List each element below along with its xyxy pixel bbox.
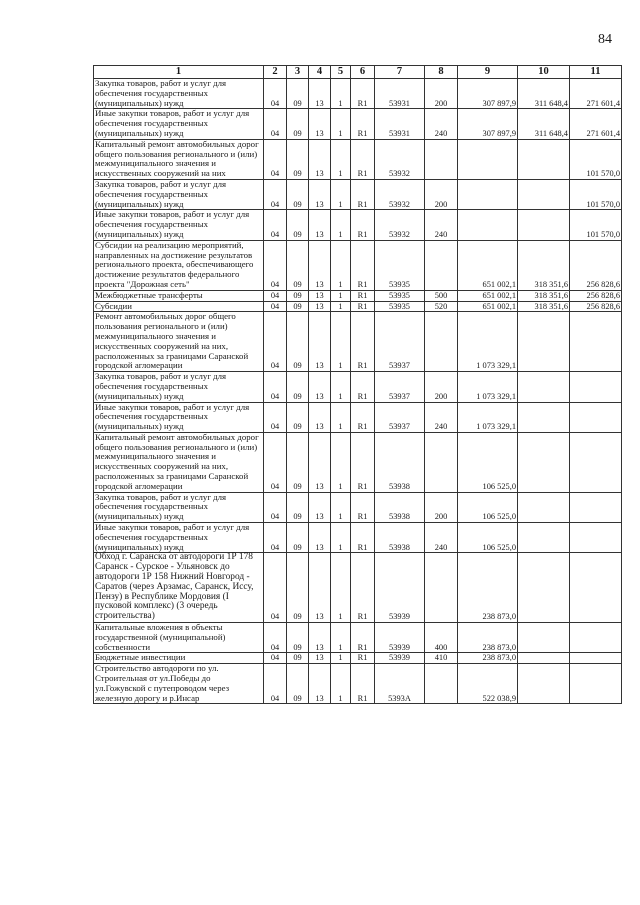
row-c3-cell: 09: [287, 79, 309, 109]
row-c8-cell: [425, 664, 458, 704]
row-c8-cell: 240: [425, 210, 458, 240]
row-c5-cell: 1: [331, 372, 351, 402]
row-c3-cell: 09: [287, 210, 309, 240]
row-c6-cell: R1: [351, 210, 375, 240]
row-c4-cell: 13: [309, 210, 331, 240]
row-name-cell: Капитальные вложения в объекты государственной (муниципальной) собственности: [94, 623, 264, 653]
row-c2-cell: 04: [264, 492, 287, 522]
row-c5-cell: 1: [331, 653, 351, 664]
row-c9-cell: 307 897,9: [458, 79, 518, 109]
row-c3-cell: 09: [287, 240, 309, 290]
row-c4-cell: 13: [309, 301, 331, 312]
row-c4-cell: 13: [309, 139, 331, 179]
row-c3-cell: 09: [287, 653, 309, 664]
row-c3-cell: 09: [287, 432, 309, 492]
row-c2-cell: 04: [264, 553, 287, 623]
row-c8-cell: [425, 432, 458, 492]
row-c6-cell: R1: [351, 653, 375, 664]
row-c4-cell: 13: [309, 290, 331, 301]
row-c10-cell: [518, 653, 570, 664]
row-name-cell: Субсидии: [94, 301, 264, 312]
row-c11-cell: [570, 653, 622, 664]
row-c3-cell: 09: [287, 312, 309, 372]
row-c8-cell: 240: [425, 402, 458, 432]
row-c6-cell: R1: [351, 301, 375, 312]
row-c10-cell: [518, 492, 570, 522]
row-name-cell: Закупка товаров, работ и услуг для обеспечения государственных (муниципальных) нужд: [94, 372, 264, 402]
row-c11-cell: [570, 312, 622, 372]
row-c11-cell: [570, 492, 622, 522]
row-c5-cell: 1: [331, 492, 351, 522]
column-header: 9: [458, 66, 518, 79]
row-c2-cell: 04: [264, 210, 287, 240]
column-header: 7: [375, 66, 425, 79]
row-c9-cell: 307 897,9: [458, 109, 518, 139]
row-c5-cell: 1: [331, 523, 351, 553]
row-c10-cell: 311 648,4: [518, 109, 570, 139]
row-name-cell: Закупка товаров, работ и услуг для обеспечения государственных (муниципальных) нужд: [94, 179, 264, 209]
row-c6-cell: R1: [351, 492, 375, 522]
column-header: 6: [351, 66, 375, 79]
row-c10-cell: [518, 139, 570, 179]
page-number: 84: [598, 32, 612, 47]
row-c6-cell: R1: [351, 179, 375, 209]
row-c8-cell: [425, 312, 458, 372]
row-c4-cell: 13: [309, 432, 331, 492]
row-c9-cell: 1 073 329,1: [458, 402, 518, 432]
row-c8-cell: [425, 139, 458, 179]
row-c8-cell: 200: [425, 492, 458, 522]
table-row: [94, 139, 622, 179]
row-c3-cell: 09: [287, 109, 309, 139]
row-name-cell: Обход г. Саранска от автодороги 1Р 178 Саранск - Сурское - Ульяновск до автодороги 1Р 158 Нижний Новгород - Саратов (через Арзамас, Саранск, Иссу, Пензу) в Республике Мордовия (I пусковой комплекс) (3 очередь строительства): [94, 553, 264, 623]
row-c3-cell: 09: [287, 623, 309, 653]
row-c3-cell: 09: [287, 523, 309, 553]
row-c9-cell: [458, 210, 518, 240]
table-row: [94, 210, 622, 240]
row-c3-cell: 09: [287, 179, 309, 209]
row-c4-cell: 13: [309, 553, 331, 623]
row-c5-cell: 1: [331, 79, 351, 109]
table-row: [94, 553, 622, 623]
row-c10-cell: 318 351,6: [518, 290, 570, 301]
row-c10-cell: [518, 372, 570, 402]
table-row: [94, 372, 622, 402]
row-c2-cell: 04: [264, 523, 287, 553]
table-body: [94, 79, 622, 704]
row-c7-cell: 53935: [375, 301, 425, 312]
row-name-cell: Закупка товаров, работ и услуг для обеспечения государственных (муниципальных) нужд: [94, 492, 264, 522]
row-c3-cell: 09: [287, 553, 309, 623]
row-c11-cell: [570, 553, 622, 623]
table-row: [94, 312, 622, 372]
row-c6-cell: R1: [351, 664, 375, 704]
row-c11-cell: [570, 523, 622, 553]
row-c5-cell: 1: [331, 432, 351, 492]
row-c6-cell: R1: [351, 402, 375, 432]
row-c6-cell: R1: [351, 139, 375, 179]
table-row: [94, 432, 622, 492]
row-c5-cell: 1: [331, 109, 351, 139]
row-c9-cell: 651 002,1: [458, 240, 518, 290]
row-c11-cell: 101 570,0: [570, 139, 622, 179]
row-c9-cell: 106 525,0: [458, 492, 518, 522]
row-c7-cell: 53939: [375, 653, 425, 664]
row-c9-cell: 1 073 329,1: [458, 372, 518, 402]
budget-table: [93, 65, 622, 704]
row-c5-cell: 1: [331, 301, 351, 312]
row-c2-cell: 04: [264, 240, 287, 290]
row-c4-cell: 13: [309, 240, 331, 290]
column-header: 8: [425, 66, 458, 79]
row-c3-cell: 09: [287, 301, 309, 312]
row-c11-cell: 271 601,4: [570, 79, 622, 109]
row-c9-cell: 106 525,0: [458, 523, 518, 553]
table-row: [94, 240, 622, 290]
row-c9-cell: 106 525,0: [458, 432, 518, 492]
row-c4-cell: 13: [309, 312, 331, 372]
row-c5-cell: 1: [331, 402, 351, 432]
row-c10-cell: [518, 402, 570, 432]
row-name-cell: Закупка товаров, работ и услуг для обеспечения государственных (муниципальных) нужд: [94, 79, 264, 109]
row-c7-cell: 53938: [375, 432, 425, 492]
row-c11-cell: [570, 372, 622, 402]
row-c5-cell: 1: [331, 553, 351, 623]
row-c9-cell: 1 073 329,1: [458, 312, 518, 372]
row-c11-cell: 256 828,6: [570, 301, 622, 312]
row-c2-cell: 04: [264, 623, 287, 653]
row-c2-cell: 04: [264, 402, 287, 432]
row-name-cell: Иные закупки товаров, работ и услуг для обеспечения государственных (муниципальных) нужд: [94, 402, 264, 432]
row-c11-cell: 256 828,6: [570, 290, 622, 301]
row-c11-cell: [570, 664, 622, 704]
column-header: 10: [518, 66, 570, 79]
row-c7-cell: 53931: [375, 109, 425, 139]
row-c2-cell: 04: [264, 312, 287, 372]
row-c10-cell: 318 351,6: [518, 301, 570, 312]
row-c8-cell: [425, 240, 458, 290]
row-c2-cell: 04: [264, 301, 287, 312]
row-c6-cell: R1: [351, 312, 375, 372]
row-c4-cell: 13: [309, 109, 331, 139]
row-c8-cell: 500: [425, 290, 458, 301]
row-name-cell: Капитальный ремонт автомобильных дорог общего пользования регионального и (или) межмуниципального значения и искусственных сооружений на них, расположенных за границами Саранской городской агломерации: [94, 432, 264, 492]
row-c9-cell: [458, 139, 518, 179]
column-header: 3: [287, 66, 309, 79]
row-c4-cell: 13: [309, 664, 331, 704]
row-c7-cell: 53938: [375, 492, 425, 522]
row-name-cell: Иные закупки товаров, работ и услуг для обеспечения государственных (муниципальных) нужд: [94, 523, 264, 553]
row-c2-cell: 04: [264, 179, 287, 209]
row-c3-cell: 09: [287, 664, 309, 704]
row-c7-cell: 53932: [375, 179, 425, 209]
row-c2-cell: 04: [264, 290, 287, 301]
row-c4-cell: 13: [309, 179, 331, 209]
table-row: [94, 653, 622, 664]
row-c7-cell: 53931: [375, 79, 425, 109]
row-c4-cell: 13: [309, 492, 331, 522]
column-header: 1: [94, 66, 264, 79]
row-name-cell: Иные закупки товаров, работ и услуг для обеспечения государственных (муниципальных) нужд: [94, 109, 264, 139]
row-name-cell: Строительство автодороги по ул. Строительная от ул.Победы до ул.Гожувской с путепроводом через железную дорогу и р.Инсар: [94, 664, 264, 704]
row-name-cell: Ремонт автомобильных дорог общего пользования регионального и (или) межмуниципального значения и искусственных сооружений на них, расположенных за границами Саранской городской агломерации: [94, 312, 264, 372]
row-c11-cell: 101 570,0: [570, 210, 622, 240]
row-c8-cell: 240: [425, 523, 458, 553]
row-c4-cell: 13: [309, 79, 331, 109]
row-c6-cell: R1: [351, 432, 375, 492]
row-c9-cell: 238 873,0: [458, 623, 518, 653]
row-c2-cell: 04: [264, 79, 287, 109]
row-c4-cell: 13: [309, 653, 331, 664]
row-c5-cell: 1: [331, 210, 351, 240]
table-row: [94, 623, 622, 653]
row-c7-cell: 53935: [375, 240, 425, 290]
table-row: [94, 179, 622, 209]
column-header: 11: [570, 66, 622, 79]
row-c6-cell: R1: [351, 523, 375, 553]
row-c2-cell: 04: [264, 372, 287, 402]
row-c2-cell: 04: [264, 664, 287, 704]
row-c11-cell: [570, 432, 622, 492]
column-header: 4: [309, 66, 331, 79]
row-c11-cell: [570, 623, 622, 653]
row-c10-cell: [518, 664, 570, 704]
row-c4-cell: 13: [309, 402, 331, 432]
table-row: [94, 523, 622, 553]
row-c2-cell: 04: [264, 109, 287, 139]
row-c7-cell: 53937: [375, 312, 425, 372]
row-c10-cell: [518, 312, 570, 372]
row-c7-cell: 53935: [375, 290, 425, 301]
row-c8-cell: 520: [425, 301, 458, 312]
table-row: [94, 109, 622, 139]
row-c3-cell: 09: [287, 139, 309, 179]
row-c6-cell: R1: [351, 79, 375, 109]
row-c11-cell: 271 601,4: [570, 109, 622, 139]
row-c2-cell: 04: [264, 653, 287, 664]
row-name-cell: Капитальный ремонт автомобильных дорог общего пользования регионального и (или) межмуниципального значения и искусственных сооружений на них: [94, 139, 264, 179]
row-c5-cell: 1: [331, 290, 351, 301]
row-c3-cell: 09: [287, 492, 309, 522]
row-c3-cell: 09: [287, 290, 309, 301]
row-c5-cell: 1: [331, 623, 351, 653]
row-c8-cell: [425, 553, 458, 623]
row-name-cell: Бюджетные инвестиции: [94, 653, 264, 664]
row-c4-cell: 13: [309, 372, 331, 402]
row-c7-cell: 53932: [375, 139, 425, 179]
row-c5-cell: 1: [331, 179, 351, 209]
row-c9-cell: 522 038,9: [458, 664, 518, 704]
row-c5-cell: 1: [331, 664, 351, 704]
row-c7-cell: 53938: [375, 523, 425, 553]
row-c6-cell: R1: [351, 372, 375, 402]
row-c5-cell: 1: [331, 312, 351, 372]
table-row: [94, 402, 622, 432]
row-c8-cell: 200: [425, 179, 458, 209]
row-name-cell: Иные закупки товаров, работ и услуг для обеспечения государственных (муниципальных) нужд: [94, 210, 264, 240]
row-name-cell: Межбюджетные трансферты: [94, 290, 264, 301]
row-c9-cell: 651 002,1: [458, 301, 518, 312]
row-c7-cell: 53932: [375, 210, 425, 240]
row-c3-cell: 09: [287, 372, 309, 402]
row-c6-cell: R1: [351, 240, 375, 290]
row-c3-cell: 09: [287, 402, 309, 432]
row-c10-cell: [518, 553, 570, 623]
row-c11-cell: [570, 402, 622, 432]
row-c4-cell: 13: [309, 523, 331, 553]
row-c5-cell: 1: [331, 139, 351, 179]
table-row: [94, 664, 622, 704]
row-c5-cell: 1: [331, 240, 351, 290]
row-c10-cell: [518, 523, 570, 553]
column-header: 5: [331, 66, 351, 79]
row-c10-cell: [518, 210, 570, 240]
row-c7-cell: 53937: [375, 402, 425, 432]
row-c8-cell: 200: [425, 372, 458, 402]
row-c6-cell: R1: [351, 290, 375, 301]
row-c9-cell: [458, 179, 518, 209]
row-c7-cell: 53939: [375, 623, 425, 653]
row-c8-cell: 410: [425, 653, 458, 664]
row-c10-cell: 318 351,6: [518, 240, 570, 290]
row-c7-cell: 5393А: [375, 664, 425, 704]
row-c9-cell: 238 873,0: [458, 553, 518, 623]
row-name-cell: Субсидии на реализацию мероприятий, направленных на достижение результатов регионального проекта, обеспечивающего достижение результатов федерального проекта "Дорожная сеть": [94, 240, 264, 290]
row-c10-cell: 311 648,4: [518, 79, 570, 109]
row-c8-cell: 200: [425, 79, 458, 109]
row-c6-cell: R1: [351, 553, 375, 623]
row-c10-cell: [518, 432, 570, 492]
row-c9-cell: 651 002,1: [458, 290, 518, 301]
row-c2-cell: 04: [264, 432, 287, 492]
row-c9-cell: 238 873,0: [458, 653, 518, 664]
row-c8-cell: 240: [425, 109, 458, 139]
table-header-row: [94, 66, 622, 79]
row-c6-cell: R1: [351, 623, 375, 653]
row-c10-cell: [518, 179, 570, 209]
row-c10-cell: [518, 623, 570, 653]
row-c6-cell: R1: [351, 109, 375, 139]
table-row: [94, 492, 622, 522]
row-c7-cell: 53937: [375, 372, 425, 402]
row-c11-cell: 256 828,6: [570, 240, 622, 290]
row-c8-cell: 400: [425, 623, 458, 653]
table-row: [94, 79, 622, 109]
row-c11-cell: 101 570,0: [570, 179, 622, 209]
table-row: [94, 290, 622, 301]
column-header: 2: [264, 66, 287, 79]
row-c2-cell: 04: [264, 139, 287, 179]
table-row: [94, 301, 622, 312]
row-c4-cell: 13: [309, 623, 331, 653]
row-c7-cell: 53939: [375, 553, 425, 623]
